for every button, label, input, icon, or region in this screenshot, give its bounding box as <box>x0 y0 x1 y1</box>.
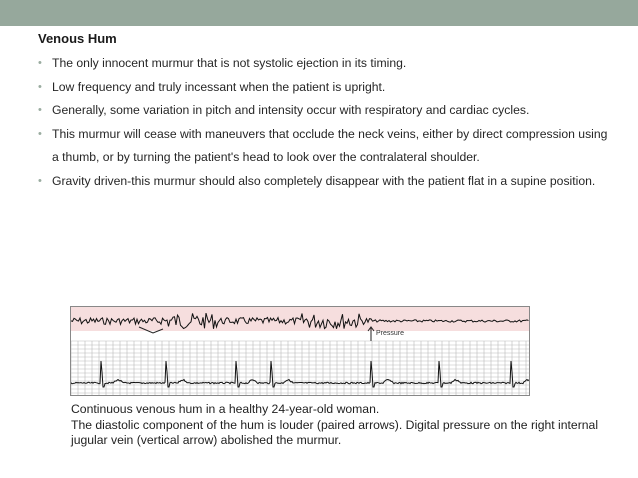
bullet-item <box>38 123 608 170</box>
vertical-arrow-icon <box>368 327 374 341</box>
bullet-text: This murmur will cease with maneuvers that occlude the neck veins, either by direct compression using a thumb, or by turning the patient's head to look over the contralateral shoulder. <box>52 126 608 164</box>
slide-title: Venous Hum <box>38 31 117 46</box>
phonocardiogram-figure <box>70 306 530 396</box>
bullet-dot-icon: • <box>38 57 42 69</box>
bullet-item <box>38 99 608 123</box>
pressure-label: Pressure <box>376 330 405 337</box>
bullet-text: Gravity driven-this murmur should also completely disappear with the patient flat in a supine position. <box>52 173 596 188</box>
caption-line: jugular vein (vertical arrow) abolished the murmur. <box>71 433 342 448</box>
bullet-dot-icon: • <box>38 104 42 116</box>
figure-caption <box>71 402 616 449</box>
slide-header-bar <box>0 0 638 26</box>
phonocardiogram-trace <box>71 307 529 395</box>
bullet-list <box>38 52 608 193</box>
bullet-text: Generally, some variation in pitch and intensity occur with respiratory and cardiac cycles. <box>52 103 530 117</box>
bullet-item <box>38 76 608 100</box>
bullet-text: Low frequency and truly incessant when the patient is upright. <box>52 79 386 94</box>
bullet-dot-icon: • <box>38 127 42 140</box>
bullet-dot-icon: • <box>38 174 42 187</box>
caption-line: Continuous venous hum in a healthy 24-year-old woman. <box>71 402 380 416</box>
bullet-item <box>38 170 608 194</box>
bullet-item <box>38 52 608 76</box>
bullet-dot-icon: • <box>38 80 42 93</box>
bullet-text: The only innocent murmur that is not systolic ejection in its timing. <box>52 56 407 70</box>
caption-line: The diastolic component of the hum is louder (paired arrows). Digital pressure on the right internal <box>71 417 599 432</box>
ecg-grid <box>71 341 529 395</box>
